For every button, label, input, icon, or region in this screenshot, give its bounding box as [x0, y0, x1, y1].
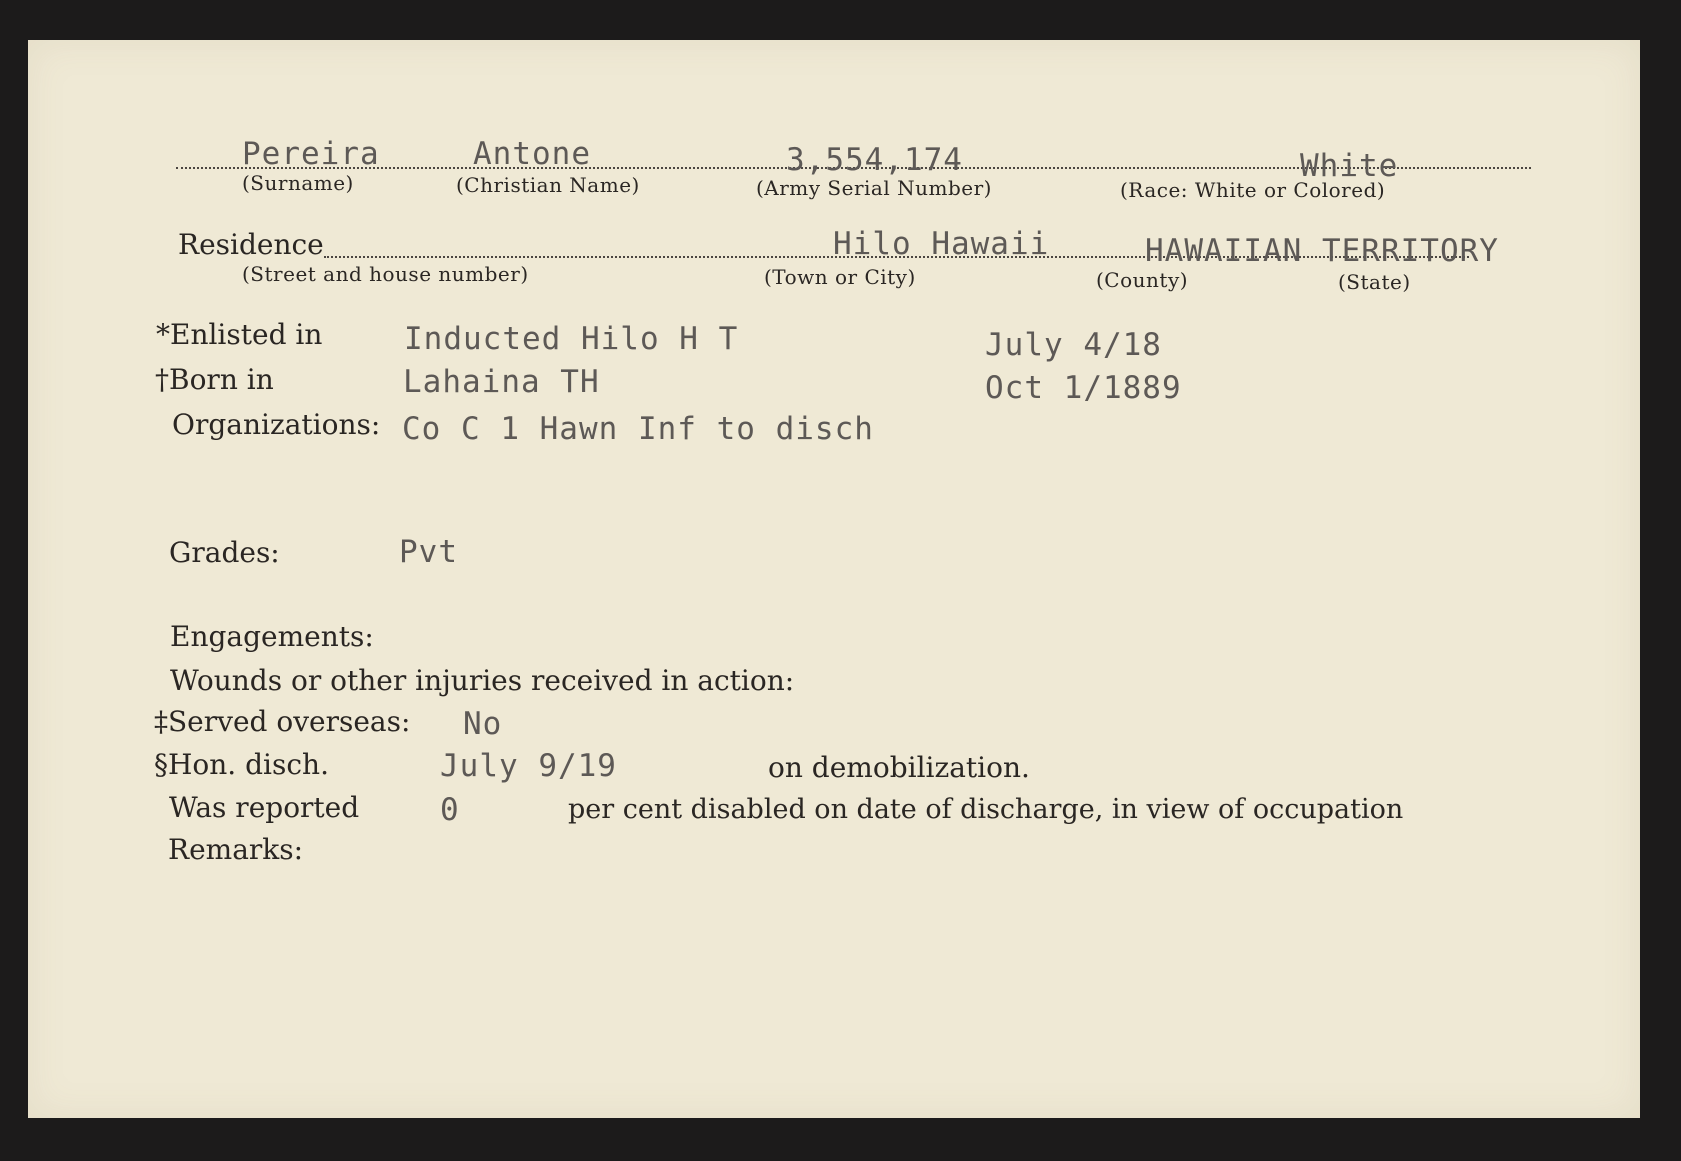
born-date: Oct 1/1889: [985, 370, 1182, 406]
christian-name-value: Antone: [473, 136, 591, 172]
county-caption: (County): [1096, 268, 1189, 292]
race-caption: (Race: White or Colored): [1120, 178, 1386, 202]
service-record-card: [28, 40, 1640, 1118]
grades-label: Grades:: [169, 536, 280, 569]
was-reported-label: Was reported: [169, 791, 360, 824]
enlisted-label: *Enlisted in: [156, 318, 323, 351]
remarks-label: Remarks:: [168, 833, 304, 866]
enlisted-value: Inducted Hilo H T: [404, 321, 739, 357]
was-reported-suffix: per cent disabled on date of discharge, in view of occupation: [568, 794, 1404, 825]
state-value: HAWAIIAN TERRITORY: [1145, 233, 1499, 269]
surname-caption: (Surname): [242, 171, 354, 195]
surname-value: Pereira: [242, 136, 380, 172]
hon-disch-label: §Hon. disch.: [154, 748, 329, 781]
served-overseas-label: ‡Served overseas:: [154, 705, 411, 738]
organizations-value: Co C 1 Hawn Inf to disch: [402, 411, 874, 447]
hon-disch-date: July 9/19: [440, 748, 617, 784]
organizations-label: Organizations:: [172, 408, 381, 441]
born-value: Lahaina TH: [403, 364, 600, 400]
engagements-label: Engagements:: [170, 620, 374, 653]
disabled-percent-value: 0: [440, 792, 460, 828]
serial-number-caption: (Army Serial Number): [756, 176, 992, 200]
town-value: Hilo Hawaii: [833, 226, 1050, 262]
residence-label: Residence: [178, 228, 324, 261]
christian-name-caption: (Christian Name): [456, 173, 640, 197]
wounds-label: Wounds or other injuries received in action:: [170, 664, 795, 697]
served-overseas-value: No: [463, 706, 503, 742]
state-caption: (State): [1338, 270, 1411, 294]
enlisted-date: July 4/18: [985, 327, 1162, 363]
street-caption: (Street and house number): [242, 262, 529, 286]
race-value: White: [1300, 148, 1399, 184]
serial-number-value: 3,554,174: [786, 142, 963, 178]
town-caption: (Town or City): [764, 265, 916, 289]
born-label: †Born in: [155, 363, 274, 396]
hon-disch-suffix: on demobilization.: [768, 751, 1030, 784]
grades-value: Pvt: [399, 534, 458, 570]
